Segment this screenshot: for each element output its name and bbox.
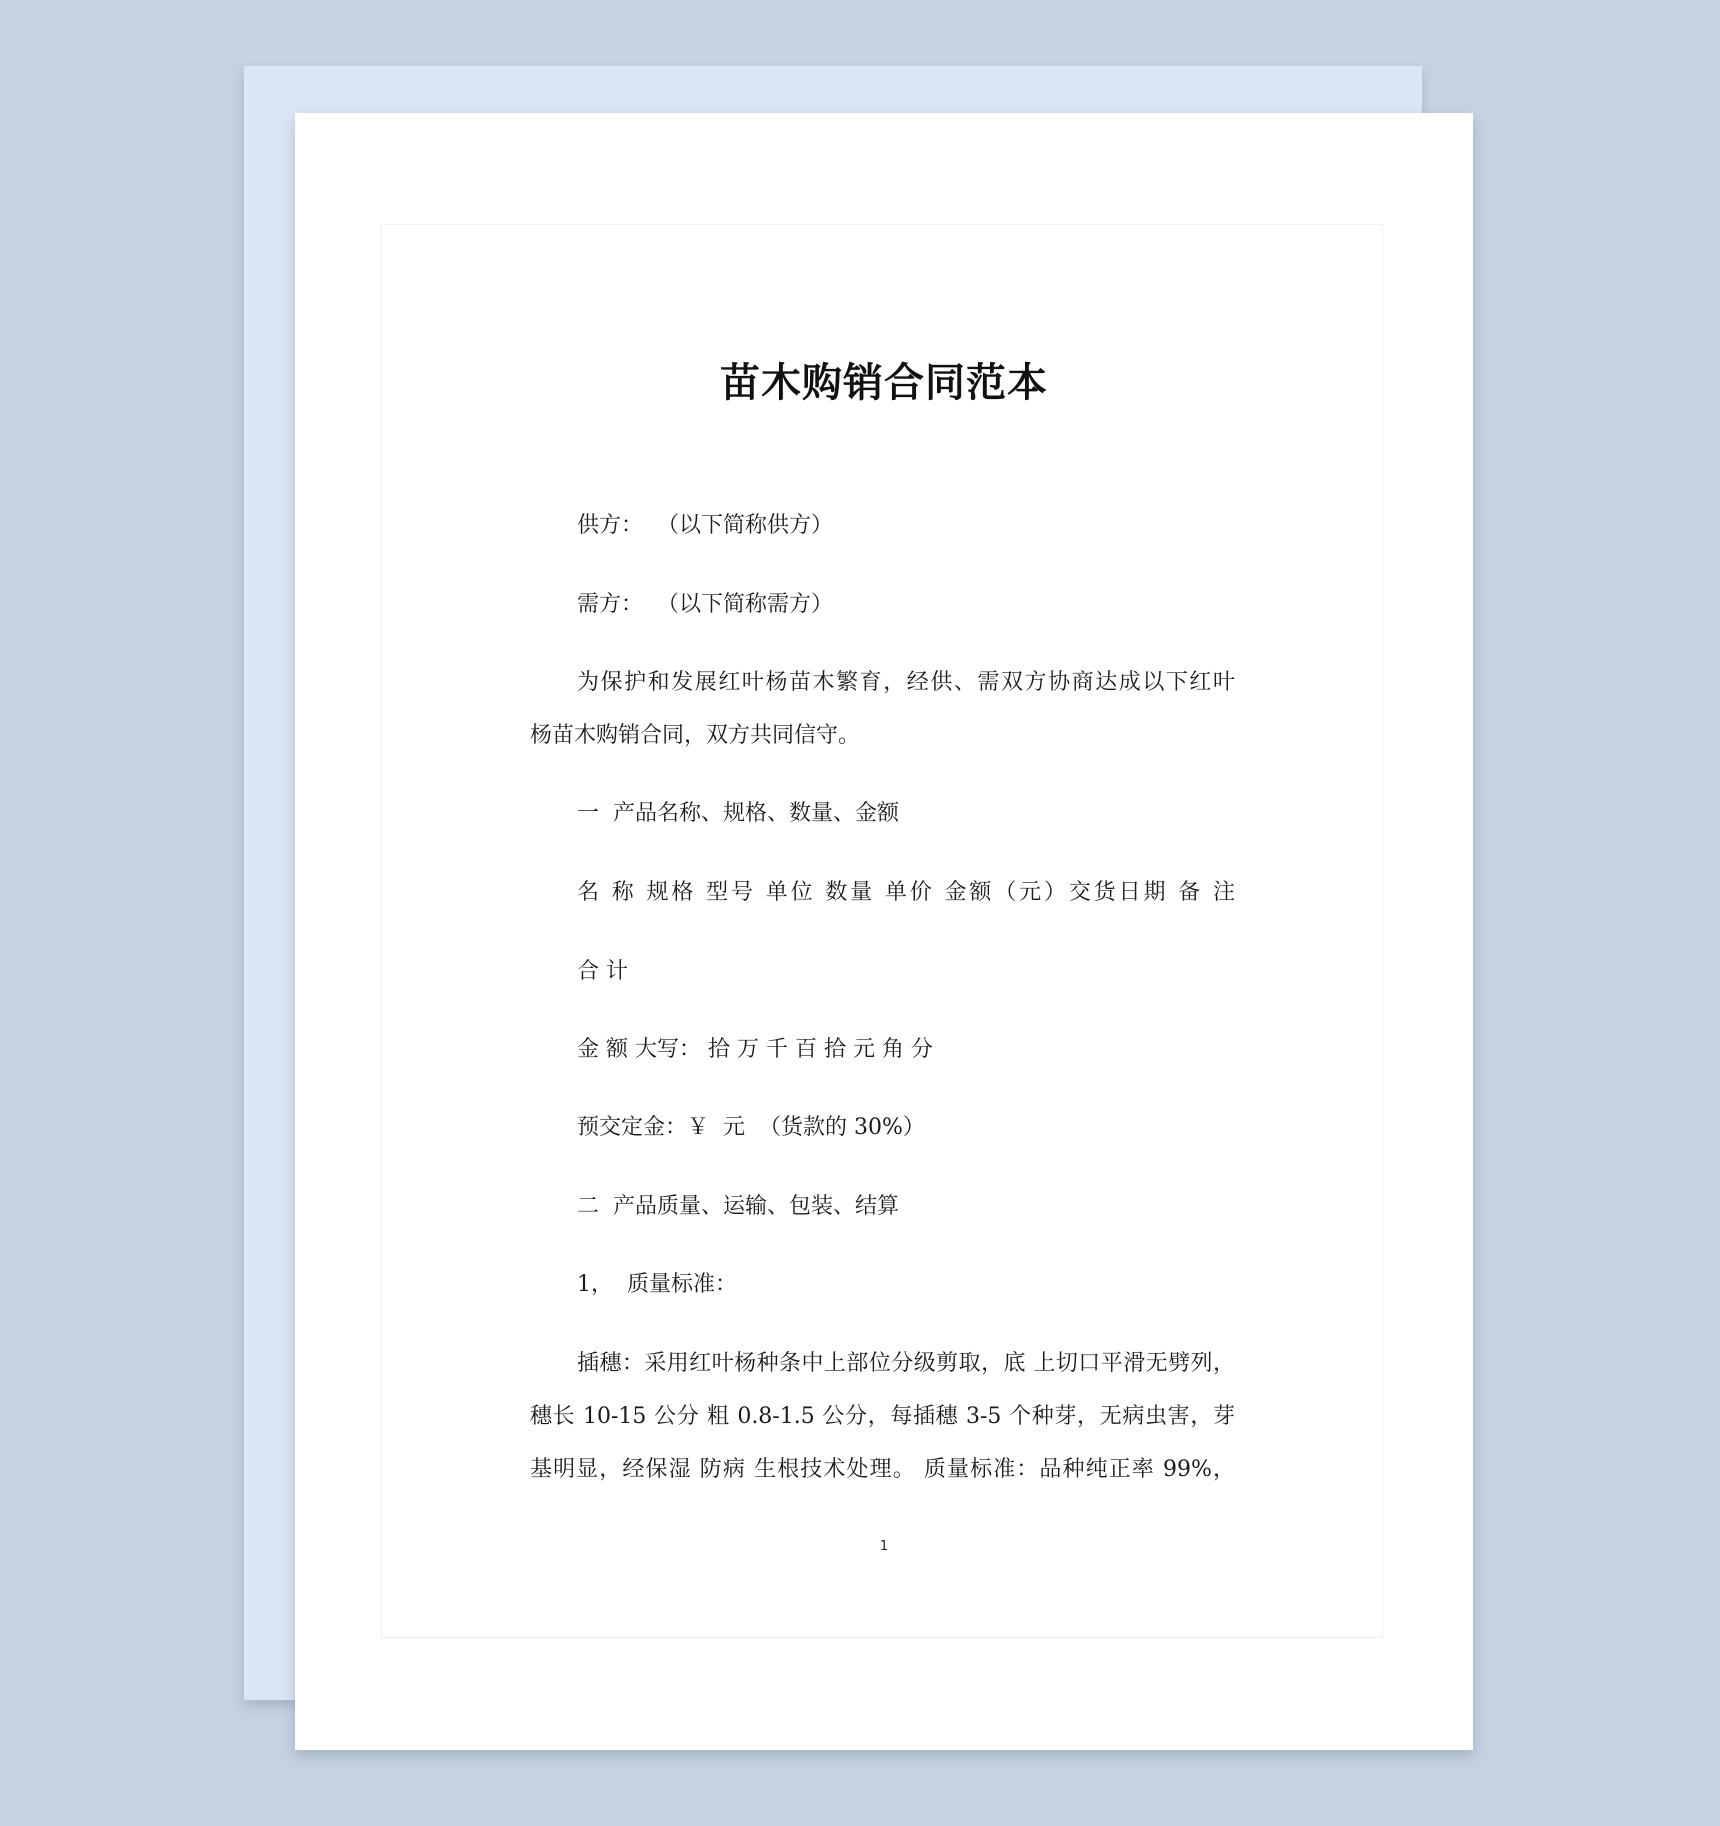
- section-2-heading: 二 产品质量、运输、包装、结算: [577, 1194, 899, 1219]
- cutting-paragraph-line-3: 基明显，经保湿 防病 生根技术处理。 质量标准：品种纯正率 99%，: [530, 1457, 1235, 1482]
- document-title: 苗木购销合同范本: [720, 360, 1048, 406]
- cutting-paragraph-line-2: 穗长 10-15 公分 粗 0.8-1.5 公分，每插穗 3-5 个种芽，无病虫害，芽: [530, 1404, 1235, 1429]
- buyer-line: 需方： （以下简称需方）: [577, 592, 833, 617]
- amount-in-words-line: 金 额 大写： 拾 万 千 百 拾 元 角 分: [577, 1037, 933, 1062]
- product-table-header: 名 称 规格 型号 单位 数量 单价 金额（元）交货日期 备 注: [577, 880, 1235, 905]
- total-line: 合 计: [577, 959, 628, 984]
- quality-standard-heading: 1， 质量标准：: [577, 1272, 737, 1297]
- document-page: [295, 113, 1473, 1750]
- cutting-paragraph-line-1: 插穗：采用红叶杨种条中上部位分级剪取，底 上切口平滑无劈列，: [577, 1351, 1235, 1376]
- supplier-line: 供方： （以下简称供方）: [577, 513, 833, 538]
- intro-paragraph-line-2: 杨苗木购销合同，双方共同信守。: [530, 723, 861, 748]
- intro-paragraph-line-1: 为保护和发展红叶杨苗木繁育，经供、需双方协商达成以下红叶: [577, 670, 1235, 695]
- deposit-line: 预交定金：￥ 元 （货款的 30%）: [577, 1115, 925, 1140]
- section-1-heading: 一 产品名称、规格、数量、金额: [577, 801, 899, 826]
- page-number: 1: [879, 1539, 889, 1554]
